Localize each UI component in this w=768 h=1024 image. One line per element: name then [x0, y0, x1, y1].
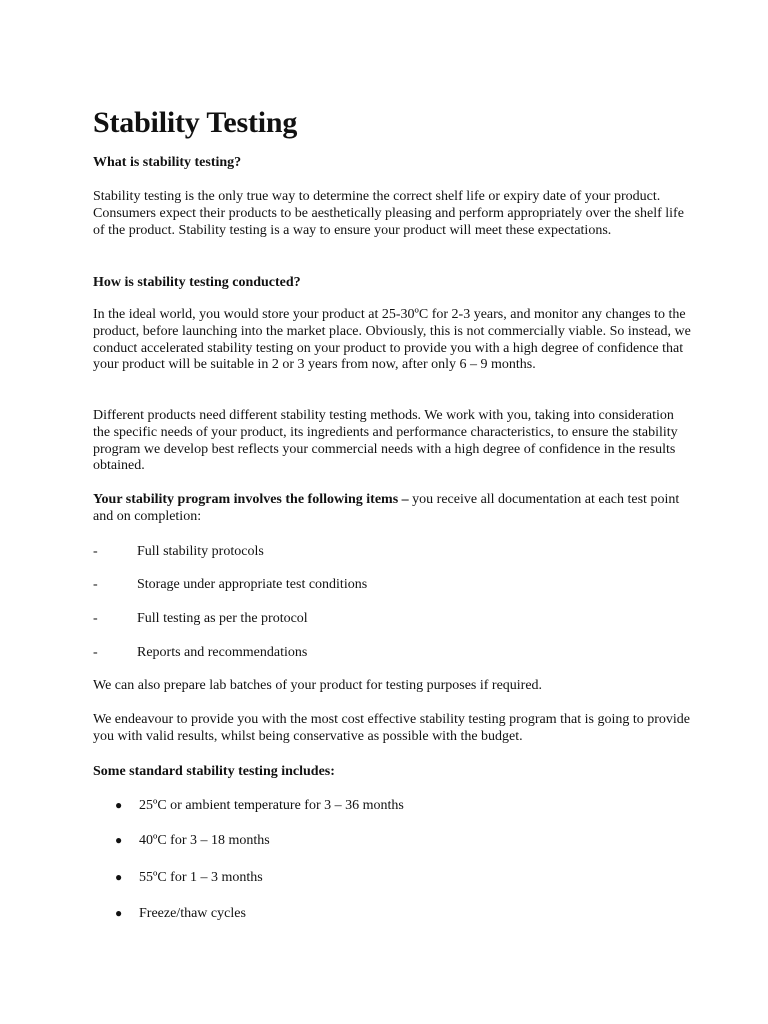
paragraph-what-is: Stability testing is the only true way to determine the correct shelf life or expiry date of your product. Consumers expect their products to be aesthetically pleasing and perform appropriately over the shelf life of the product. Stability testing is a way to ensure your product will meet these expectations. [93, 189, 684, 238]
list-item-text: Freeze/thaw cycles [139, 906, 246, 921]
dash-marker: - [93, 544, 98, 559]
list-item [93, 832, 693, 849]
dash-marker: - [93, 611, 98, 626]
heading-how-conducted: How is stability testing conducted? [93, 275, 301, 290]
list-item-text: 25ºC or ambient temperature for 3 – 36 months [139, 798, 404, 813]
document-title: Stability Testing [93, 106, 298, 139]
list-item-text: Full testing as per the protocol [137, 611, 308, 626]
list-item-text: 40ºC for 3 – 18 months [139, 833, 270, 848]
list-item [93, 869, 693, 886]
paragraph-methods: Different products need different stability testing methods. We work with you, taking into consideration the specific needs of your product, its ingredients and performance characteristics, to ensure the stability program we develop best reflects your commercial needs with a high degree of confidence in the results obtained. [93, 408, 678, 474]
list-item [93, 905, 693, 922]
paragraph-program [93, 492, 693, 526]
list-item [93, 576, 693, 593]
heading-standard-testing: Some standard stability testing includes: [93, 764, 335, 779]
dash-marker: - [93, 645, 98, 660]
paragraph-cost: We endeavour to provide you with the most cost effective stability testing program that is going to provide you with valid results, whilst being conservative as possible with the budget. [93, 712, 690, 744]
list-item-text: 55ºC for 1 – 3 months [139, 870, 263, 885]
bullet-icon: ● [115, 906, 123, 920]
list-item [93, 610, 693, 627]
heading-what-is: What is stability testing? [93, 155, 242, 170]
list-item [93, 543, 693, 560]
bullet-icon: ● [115, 833, 123, 847]
bullet-icon: ● [115, 798, 123, 812]
list-item-text: Full stability protocols [137, 544, 264, 559]
bullet-icon: ● [115, 870, 123, 884]
list-item [93, 797, 693, 814]
dash-marker: - [93, 577, 98, 592]
list-item-text: Storage under appropriate test conditions [137, 577, 368, 592]
program-lead-rest: you receive all documentation at each test point and on completion: [93, 492, 680, 524]
program-bold-lead: Your stability program involves the following items – [93, 492, 409, 507]
paragraph-lab-batches: We can also prepare lab batches of your product for testing purposes if required. [93, 678, 543, 693]
list-item-text: Reports and recommendations [137, 645, 308, 660]
paragraph-how-conducted: In the ideal world, you would store your product at 25-30ºC for 2-3 years, and monitor any changes to the product, before launching into the market place. Obviously, this is not commercially viable. So instead, we conduct accelerated stability testing on your product to provide you with a high degree of confidence that your product will be suitable in 2 or 3 years from now, after only 6 – 9 months. [93, 307, 691, 373]
list-item [93, 644, 693, 661]
